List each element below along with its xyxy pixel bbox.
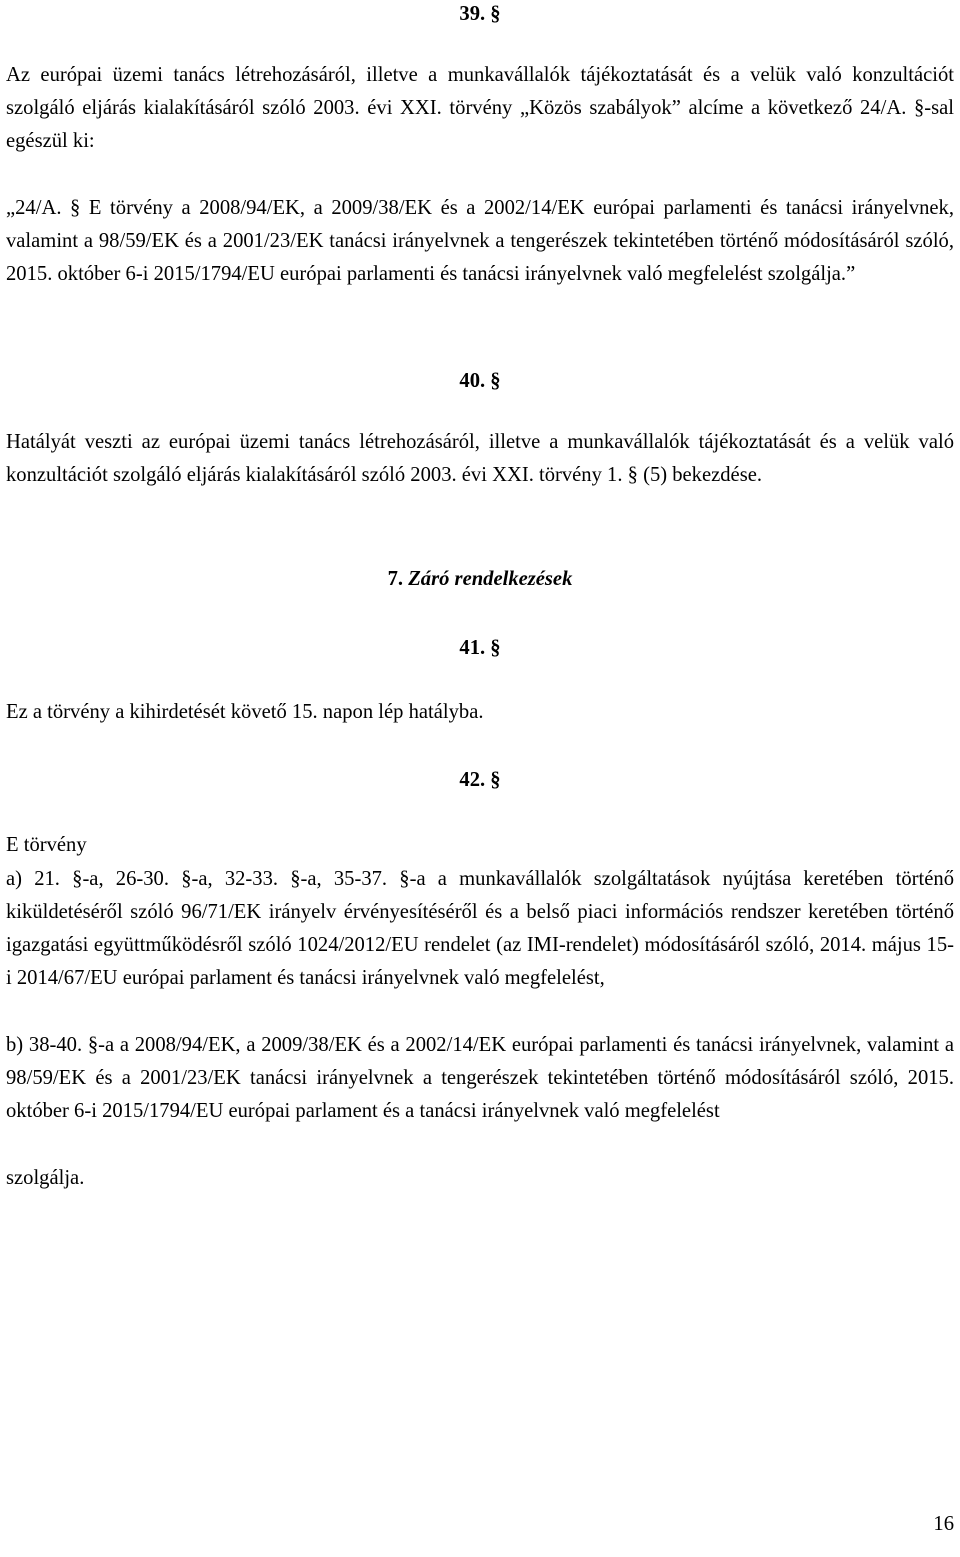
section-42-item-b: b) 38-40. §-a a 2008/94/EK, a 2009/38/EK és a 2002/14/EK európai parlamenti és tanácsi irányelvnek, valamint a 98/59/EK és a 2001/23/EK tanácsi irányelvnek a tengerészek tekintetében történő módosításáról szóló, 2015. október 6-i 2015/1794/EU európai parlament és a tanácsi irányelvnek való megfelelést [6,1034,954,1122]
section-42-item-a: a) 21. §-a, 26-30. §-a, 32-33. §-a, 35-37. §-a a munkavállalók szolgáltatások nyújtása keretében történő kiküldetéséről szóló 96/71/EK irányelv érvényesítéséről és a belső piaci információs rendszer keretében történő igazgatási együttműködésről szóló 1024/2012/EU rendelet (az IMI-rendelet) módosításáról szóló, 2014. május 15-i 2014/67/EU európai parlament és tanácsi irányelvnek való megfelelést, [6,868,954,989]
section-40-paragraph: Hatályát veszti az európai üzemi tanács létrehozásáról, illetve a munkavállalók tájékoztatását és a velük való konzultációt szolgáló eljárás kialakításáról szóló 2003. évi XXI. törvény 1. § (5) bekezdése. [6,431,954,486]
chapter-7-heading [6,563,954,596]
document-page [6,0,954,1557]
section-42-closing: szolgálja. [6,1167,85,1189]
page-number: 16 [933,1513,954,1535]
section-39-heading: 39. § [459,3,501,25]
section-39-paragraph-2: „24/A. § E törvény a 2008/94/EK, a 2009/38/EK és a 2002/14/EK európai parlamenti és tanácsi irányelvnek, valamint a 98/59/EK és a 2001/23/EK tanácsi irányelvnek a tengerészek tekintetében történő módosításáról szóló, 2015. október 6-i 2015/1794/EU európai parlamenti és tanácsi irányelvnek való megfelelést szolgálja.” [6,197,954,285]
section-42-intro: E törvény [6,834,87,856]
section-41-heading: 41. § [459,637,501,659]
section-39-paragraph-1: Az európai üzemi tanács létrehozásáról, illetve a munkavállalók tájékoztatását és a velük való konzultációt szolgáló eljárás kialakításáról szóló 2003. évi XXI. törvény „Közös szabályok” alcíme a következő 24/A. §-sal egészül ki: [6,64,954,152]
chapter-7-number: 7. [387,568,404,590]
section-42-heading: 42. § [459,769,501,791]
section-40-heading: 40. § [459,370,501,392]
chapter-7-title: Záró rendelkezések [408,568,573,590]
section-41-paragraph: Ez a törvény a kihirdetését követő 15. napon lép hatályba. [6,701,484,723]
